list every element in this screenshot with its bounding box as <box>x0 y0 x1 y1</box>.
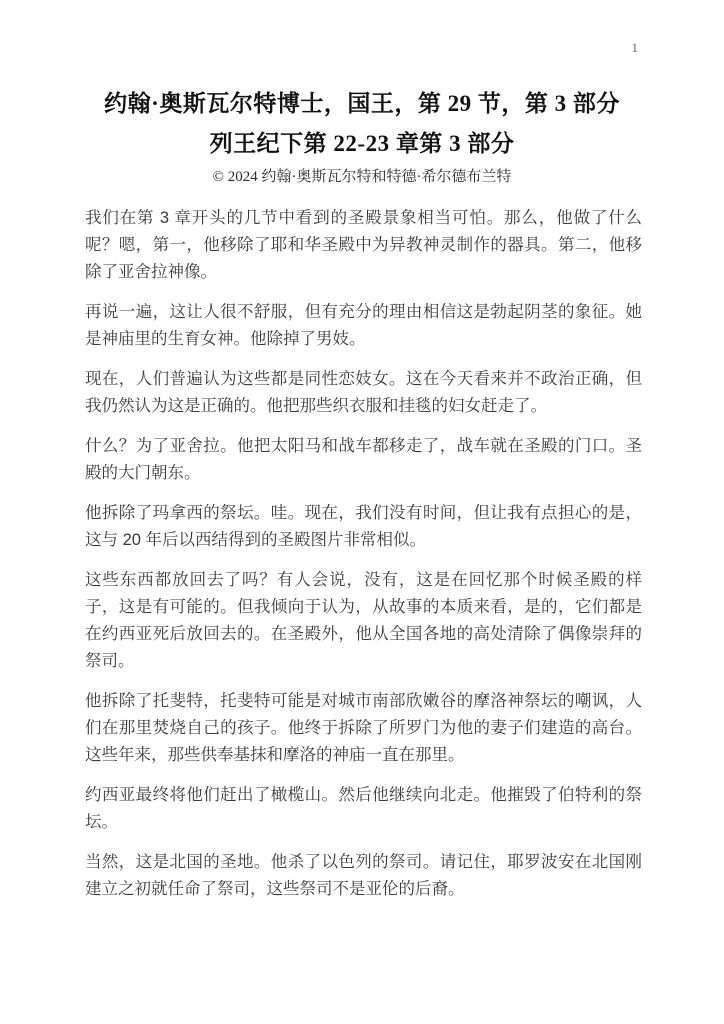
copyright-line: © 2024 约翰·奥斯瓦尔特和特德·希尔德布兰特 <box>212 169 512 185</box>
paragraph: 他拆除了玛拿西的祭坛。哇。现在，我们没有时间，但让我有点担心的是，这与 20 年后以西结得到的圣殿图片非常相似。 <box>85 504 642 549</box>
paragraph: 当然，这是北国的圣地。他杀了以色列的祭司。请记住，耶罗波安在北国刚建立之初就任命了祭司，这些祭司不是亚伦的后裔。 <box>85 853 642 898</box>
paragraph: 现在，人们普遍认为这些都是同性恋妓女。这在今天看来并不政治正确，但我仍然认为这是正确的。他把那些织衣服和挂毯的妇女赶走了。 <box>85 370 642 415</box>
paragraph: 什么？为了亚舍拉。他把太阳马和战车都移走了，战车就在圣殿的门口。圣殿的大门朝东。 <box>85 437 642 482</box>
paragraph: 约西亚最终将他们赶出了橄榄山。然后他继续向北走。他摧毁了伯特利的祭坛。 <box>85 786 642 831</box>
document-header <box>0 0 724 188</box>
paragraph: 他拆除了托斐特，托斐特可能是对城市南部欣嫩谷的摩洛神祭坛的嘲讽，人们在那里焚烧自己的孩子。他终于拆除了所罗门为他的妻子们建造的高台。这些年来，那些供奉基抹和摩洛的神庙一直在那里。 <box>85 692 642 764</box>
paragraph: 我们在第 3 章开头的几节中看到的圣殿景象相当可怕。那么，他做了什么呢？嗯，第一，他移除了耶和华圣殿中为异教神灵制作的器具。第二，他移除了亚舍拉神像。 <box>85 209 642 281</box>
page-number: 1 <box>631 40 638 55</box>
document-title-line2: 列王纪下第 22-23 章第 3 部分 <box>209 131 515 156</box>
paragraph: 这些东西都放回去了吗？有人会说，没有，这是在回忆那个时候圣殿的样子，这是有可能的。但我倾向于认为，从故事的本质来看，是的，它们都是在约西亚死后放回去的。在圣殿外，他从全国各地的高处清除了偶像崇拜的祭司。 <box>85 571 642 670</box>
document-title-line1: 约翰·奥斯瓦尔特博士，国王，第 29 节，第 3 部分 <box>104 91 620 116</box>
document-body <box>85 205 642 903</box>
paragraph: 再说一遍，这让人很不舒服，但有充分的理由相信这是勃起阴茎的象征。她是神庙里的生育女神。他除掉了男妓。 <box>85 303 642 348</box>
